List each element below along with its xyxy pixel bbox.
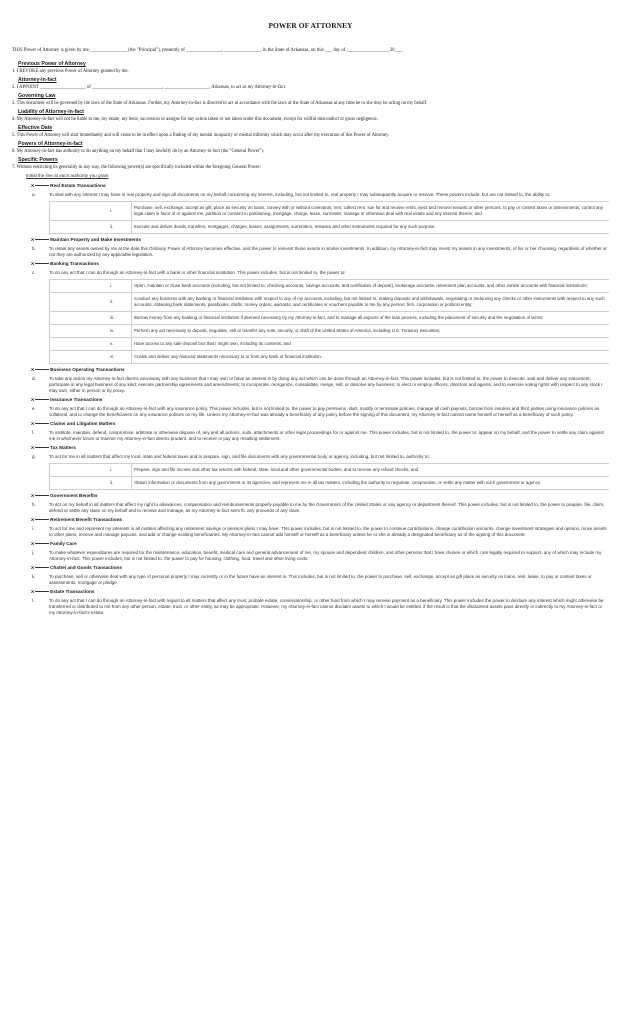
power-category: [12, 540, 609, 562]
section-6: [12, 140, 609, 155]
initial-line[interactable]: [35, 263, 49, 264]
subitem-row: [50, 221, 610, 234]
category-heading: [31, 540, 609, 547]
initial-line[interactable]: [35, 567, 49, 568]
section-heading: Liability of Attorney-in-fact: [18, 109, 84, 115]
section-5: [12, 124, 609, 139]
subitem-row: [50, 202, 610, 221]
power-category: [12, 516, 609, 538]
category-title: Tax Matters: [50, 445, 76, 450]
category-letter: h.: [32, 502, 36, 507]
subitem-number: i.: [50, 280, 132, 293]
category-title: Government Benefits: [50, 493, 98, 498]
category-row: [12, 454, 609, 460]
power-category: [12, 236, 609, 258]
category-title: Chattel and Goods Transactions: [50, 565, 123, 570]
category-heading: [31, 444, 609, 451]
initial-mark[interactable]: X: [31, 445, 35, 450]
category-heading: [31, 236, 609, 243]
subitem-number: ii.: [50, 293, 132, 312]
section-text: 5. This Power of Attorney will start immediately and will cease to be in effect upon a finding of my mental incapacity or mental infirmity which may occur after my execution of this Power of Attorney.: [12, 133, 390, 138]
category-heading: [31, 366, 609, 373]
subitem-text: Perform any act necessary to deposit, negotiate, sell or transfer any note, security, or draft of the United States of America, including U.S. Treasury Securities;: [132, 325, 610, 338]
category-row: [12, 246, 609, 258]
initial-line[interactable]: [35, 447, 49, 448]
section-1: [12, 60, 609, 75]
category-heading: [31, 492, 609, 499]
sections-container: [12, 60, 609, 171]
subitem-number: v.: [50, 338, 132, 351]
category-row: [12, 574, 609, 586]
initial-line[interactable]: [35, 591, 49, 592]
category-heading: [31, 420, 609, 427]
category-letter: c.: [32, 270, 36, 275]
section-text: 2. I APPOINT ___________________, of ______________________________, ___________________, Arkansas, to act as my Attorney-in-fact.: [12, 85, 287, 90]
category-letter: e.: [32, 406, 36, 411]
subitem-row: [50, 464, 610, 477]
power-category: [12, 444, 609, 490]
category-text: To institute, maintain, defend, compromise, arbitrate or otherwise dispose of, any and all actions, suits, attachments or other legal proceedings for or against me. This power includes, but is not limited to, the power to: appear on my behalf, and the power to settle any claim against me in whichever forum or manner my Attorney-in-fact deems prudent, and to receive or pay any resulting settlement.: [49, 430, 604, 441]
subitem-text: Obtain information or documents from any government or its agencies, and represent me in all tax matters, including the authority to negotiate, compromise, or settle any matter with such government or agency.: [132, 477, 610, 490]
section-2: [12, 76, 609, 91]
category-letter: i.: [32, 526, 35, 531]
subitems-table: [49, 279, 609, 364]
category-row: [12, 598, 609, 616]
category-text: To deal with any interest I may have in real property and sign all documents on my behalf concerning my interest, including, but not limited to, real property I may subsequently acquire or receive. These powers include, but are not limited to, the ability to:: [49, 192, 551, 197]
subitem-number: vi.: [50, 351, 132, 364]
section-heading: Specific Powers: [18, 157, 58, 163]
initial-line[interactable]: [35, 543, 49, 544]
subitem-row: [50, 293, 610, 312]
power-category: [12, 588, 609, 616]
initial-mark[interactable]: X: [31, 421, 35, 426]
subitem-number: iii.: [50, 312, 132, 325]
section-heading: Attorney-in-fact: [18, 77, 57, 83]
category-text: To do any act that I can do through an Attorney-in-fact with regard to all matters that affect any trust, probate estate, conservatorship, or other fund from which I may receive payment as a beneficiary. This power includes the power to disclaim any interest which might otherwise be transferred or distributed to me from any other person, estate, trust, or other entity, as may be appropriate. However, my Attorney-in-fact cannot disclaim assets to which I would be entitled, if the result is that the disclaimed assets pass directly or indirectly to my Attorney-in-fact or my Attorney-in-fact's estate.: [49, 598, 604, 615]
subitem-text: Open, maintain or close bank accounts (including, but not limited to, checking accounts, savings accounts, and certificates of deposit), brokerage accounts, retirement plan accounts, and other similar accounts with financial institutions;: [132, 280, 610, 293]
category-title: Banking Transactions: [50, 261, 99, 266]
subitem-text: Prepare, sign and file income and other tax returns with federal, state, local and other governmental bodies, and to receive any refund checks; and: [132, 464, 610, 477]
initial-mark[interactable]: X: [31, 493, 35, 498]
subitem-row: [50, 351, 610, 364]
subitem-row: [50, 280, 610, 293]
subitem-text: Purchase, sell, exchange, accept as gift, place as security on loans, convey with or without covenants, rent, collect rent, sue for and receive rents, eject and remove tenants or other persons; to pay or contest taxes or assessments, control any legal claim in favor of or against me, partition or consent to partitioning, mortgage, charge, lease, surrender, manage or otherwise deal with real estate and any interest therein; and: [132, 202, 610, 221]
category-text: To act for me and represent my interests in all matters affecting any retirement savings or pension plans I may have. This power includes, but is not limited to, the power to continue contributions, change contribution amounts, change investment strategies and options, move assets to other plans, receive and manage payouts, and add or change existing beneficiaries. My Attorney-in-fact cannot add himself or herself as a beneficiary unless he or she is already a designated beneficiary as of the signing of this document.: [49, 526, 607, 537]
category-title: Maintain Property and Make Investments: [50, 237, 142, 242]
category-heading: [31, 516, 609, 523]
initial-line[interactable]: [35, 399, 49, 400]
section-text: 7. Without restricting its generality in any way, the following power(s) are specifically included within the foregoing General Power:: [12, 165, 262, 170]
category-row: [12, 406, 609, 418]
power-category: [12, 260, 609, 364]
initial-line[interactable]: [35, 185, 49, 186]
section-heading: Effective Date: [18, 125, 53, 131]
initial-mark[interactable]: X: [31, 589, 35, 594]
subitem-text: Borrow money from any banking or financial institution if deemed necessary by my Attorney-in-fact, and to manage all aspects of the loan process, including the placement of security and the negotiation of terms;: [132, 312, 610, 325]
power-category: [12, 366, 609, 394]
initial-line[interactable]: [35, 423, 49, 424]
section-4: [12, 108, 609, 123]
category-text: To purchase, sell or otherwise deal with any type of personal property I may currently or in the future have an interest in. This includes, but is not limited to, the power to purchase, sell, exchange, accept as gift place as security on loans, rent, lease, to pay or contest taxes or assessments, mortgage or pledge.: [49, 574, 592, 585]
section-text: 1. I REVOKE any previous Power of Attorney granted by me.: [12, 69, 129, 74]
section-text: 3. This document will be governed by the laws of the State of Arkansas. Further, my Attorney-in-fact is directed to act in accordance with the laws of the State of Arkansas at any time he or she may be acting on my behalf.: [12, 101, 428, 106]
category-letter: j.: [32, 550, 35, 555]
category-text: To act on my behalf in all matters that affect my right to allowances, compensation and reimbursements properly payable to me by the Government of the United States or any agency or department thereof. This power includes, but is not limited to, the power to prepare, file, claim, defend or settle any claim on my behalf and to receive and manage, as my Attorney-in-fact sees fit, any proceeds of any claim.: [49, 502, 605, 513]
power-category: [12, 492, 609, 514]
initial-mark[interactable]: X: [31, 541, 35, 546]
section-heading: Powers of Attorney-in-fact: [18, 141, 83, 147]
category-row: [12, 550, 609, 562]
subitem-text: Conduct any business with any banking or financial institution with respect to any of my accounts, including, but not limited to, making deposits and withdrawals, negotiating or endorsing any checks or other instruments with respect to any such accounts, obtaining bank statements, passbooks, drafts, money orders, warrants, and certificates or vouchers payable to me by any person, firm, corporation or political entity;: [132, 293, 610, 312]
category-heading: [31, 396, 609, 403]
category-heading: [31, 588, 609, 595]
subitem-text: Have access to any safe deposit box that I might own, including its contents; and: [132, 338, 610, 351]
category-text: To retain any assets owned by me at the date this Ordinary Power of Attorney becomes effective, and the power to reinvest those assets in similar investments. In addition, my Attorney-in-fact may invest my assets in any investments, of his or her choosing, regardless of whether or not they are authorized by any applicable legislation.: [49, 246, 607, 257]
category-text: To make whatever expenditures are required for the maintenance, education, benefit, medical care and general advancement of me, my spouse and dependent children, and other persons that I have chosen or which I am legally required to support, any of which may include my Attorney-in-fact. This power includes, but is not limited to, the power to pay for housing, clothing, food, travel and other living costs.: [49, 550, 602, 561]
category-title: Insurance Transactions: [50, 397, 103, 402]
category-letter: k.: [32, 574, 36, 579]
intro-paragraph: THIS Power of Attorney is given by me, _______________ (the "Principal"), presently of _______________, _______________, in the State of Arkansas, on this ___ day of __________________20___.: [12, 48, 403, 53]
category-letter: d.: [32, 376, 36, 381]
subitems-table: [49, 201, 609, 234]
category-row: [12, 192, 609, 198]
power-category: [12, 564, 609, 586]
category-letter: g.: [32, 454, 36, 459]
subitem-number: i.: [50, 202, 132, 221]
power-category: [12, 420, 609, 442]
initial-line[interactable]: [35, 495, 49, 496]
initial-mark[interactable]: X: [31, 517, 35, 522]
section-heading: Previous Power of Attorney: [18, 61, 86, 67]
category-title: Estate Transactions: [50, 589, 95, 594]
category-text: To do any act that I can do through an Attorney-in-fact with a bank or other financial institution. This power includes, but is not limited to, the power to:: [49, 270, 346, 275]
initial-mark[interactable]: X: [31, 183, 35, 188]
category-heading: [31, 564, 609, 571]
category-row: [12, 526, 609, 538]
section-3: [12, 92, 609, 107]
initial-line[interactable]: [35, 519, 49, 520]
category-letter: b.: [32, 246, 36, 251]
subitem-number: i.: [50, 464, 132, 477]
initial-note: Initial the line at each authority you grant: [26, 173, 109, 178]
category-heading: [31, 260, 609, 267]
categories-container: [12, 182, 609, 616]
subitem-number: ii.: [50, 221, 132, 234]
category-row: [12, 376, 609, 394]
category-title: Retirement Benefit Transactions: [50, 517, 123, 522]
initial-mark[interactable]: X: [31, 261, 35, 266]
category-row: [12, 430, 609, 442]
category-title: Real Estate Transactions: [50, 183, 106, 188]
initial-mark[interactable]: X: [31, 367, 35, 372]
subitem-row: [50, 312, 610, 325]
subitem-row: [50, 338, 610, 351]
initial-mark[interactable]: X: [31, 565, 35, 570]
power-category: [12, 182, 609, 234]
section-heading: Governing Law: [18, 93, 56, 99]
initial-line[interactable]: [35, 369, 49, 370]
subitem-number: iv.: [50, 325, 132, 338]
section-text: 6. My Attorney-in-fact has authority to do anything on my behalf that I may lawfully do by an Attorney-in-fact (the "General Power").: [12, 149, 265, 154]
subitems-table: [49, 463, 609, 490]
category-text: To act for me in all matters that affect my local, state and federal taxes and to prepare, sign, and file documents with any governmental body or agency, including, but not limited to, authority to:: [49, 454, 430, 459]
category-row: [12, 270, 609, 276]
category-letter: a.: [32, 192, 36, 197]
power-category: [12, 396, 609, 418]
section-7: [12, 156, 609, 171]
category-text: To do any act that I can do through an Attorney-in-fact with any insurance policy. This power includes, but is not limited to, the power to pay premiums, start, modify or terminate policies, manage all cash payouts, borrow from insurers and third parties using insurance policies as collateral, and to change the beneficiaries on any insurance policies on my life. Unless my Attorney-in-fact was already a beneficiary of any policy before the signing of this document, my Attorney-in-fact cannot name himself or herself as a beneficiary of such policy.: [49, 406, 600, 417]
category-heading: [31, 182, 609, 189]
category-text: To take any action my Attorney-in-fact deems necessary with any business that I may own or have an interest in by doing any act which can be done through an Attorney-in-fact. This power includes, but is not limited to, the power to execute, seal and deliver any instrument; participate in any legal business of any kind; execute partnership agreements and amendments; to incorporate, reorganize, consolidate, merge, sell, or dissolve any business; to elect or employ officers, directors and agents; and to exercise voting rights with respect to any stock I may own, either in person or by proxy.: [49, 376, 603, 393]
category-title: Claims and Litigation Matters: [50, 421, 116, 426]
initial-mark[interactable]: X: [31, 397, 35, 402]
initial-line[interactable]: [35, 239, 49, 240]
initial-mark[interactable]: X: [31, 237, 35, 242]
category-row: [12, 502, 609, 514]
subitem-row: [50, 325, 610, 338]
category-letter: f.: [32, 430, 35, 435]
category-title: Family Care: [50, 541, 77, 546]
subitem-text: Create and deliver any financial statements necessary to or from any bank or financial institution.: [132, 351, 610, 364]
category-letter: l.: [32, 598, 35, 603]
section-text: 4. My Attorney-in-fact will not be liable to me, my estate, my heirs, successors or assigns for any action taken or not taken under this document, except for willful misconduct or gross negligence.: [12, 117, 378, 122]
subitem-number: ii.: [50, 477, 132, 490]
category-title: Business Operating Transactions: [50, 367, 125, 372]
subitem-text: Execute and deliver deeds, transfers, mortgages, charges, leases, assignments, surrenders, releases and other instruments required for any such purpose.: [132, 221, 610, 234]
subitem-row: [50, 477, 610, 490]
document-title: POWER OF ATTORNEY: [268, 21, 353, 30]
